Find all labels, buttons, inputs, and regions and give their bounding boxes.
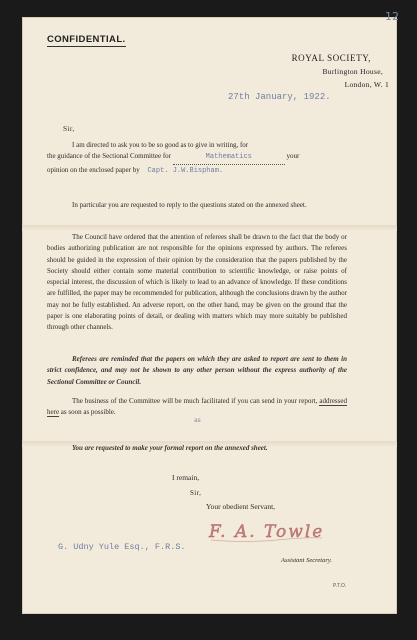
salutation: Sir, (63, 124, 75, 133)
business-text-post: as soon as possible. (60, 408, 116, 417)
recipient-name: G. Udny Yule Esq., F.R.S. (58, 542, 186, 552)
pto-note: P.T.O. (333, 583, 347, 589)
paragraph-formal-report: You are requested to make your formal report on the annexed sheet. (72, 444, 268, 452)
signer-title: Assistant Secretary. (281, 557, 333, 564)
paragraph-business (47, 396, 347, 419)
closing-servant: Your obedient Servant, (206, 502, 276, 511)
address-line-3: London, W. 1 (344, 80, 389, 89)
paragraph-council: The Council have ordered that the attention of referees shall be drawn to the fact that the body or bodies authorizing publication are not responsible for the opinions expressed by authors. The referees should be guided in the expression of their opinion by the consideration that the papers published by the Society should either contain some material contribution to scientific knowledge, or raise points of especial interest, the discussion of which is likely to lead to an advance of knowledge. If these conditions are fulfilled, the paper may be recommended for publication, although the conclusions drawn by the author may not be fully established. An adverse report, on the other hand, may be given on the ground that the paper is one elaborating points of detail, or dealing with matters which may more suitably be published through other channels. (47, 233, 347, 332)
pencil-page-number: 12 (385, 10, 399, 23)
request-line-3-pre: opinion on the enclosed paper by (47, 165, 140, 174)
request-line-2-post: your (286, 152, 300, 161)
handwritten-insertion: as (194, 417, 201, 424)
fold-crease (22, 225, 397, 231)
request-line-2-pre: the guidance of the Sectional Committee for (47, 152, 172, 161)
request-line-3 (47, 165, 347, 177)
letterhead-address (292, 52, 389, 91)
author-field: Capt. J.W.Bispham. (147, 166, 224, 175)
closing-sir: Sir, (190, 489, 202, 497)
paragraph-questions: In particular you are requested to reply to the questions stated on the annexed sheet. (72, 201, 307, 209)
handwritten-signature (207, 516, 327, 546)
closing-remain: I remain, (172, 473, 200, 482)
address-line-2: Burlington House, (322, 67, 383, 76)
addressed-here-underlined: addressed here (47, 397, 347, 417)
paragraph-confidence: Referees are reminded that the papers on which they are asked to report are sent to them in strict confidence, and may not be shown to any other person without the express authority of the Sectional Committee or Council. (47, 355, 347, 386)
subject-field: Mathematics (173, 152, 285, 164)
address-line-1: ROYAL SOCIETY, (291, 53, 371, 63)
confidential-heading: CONFIDENTIAL. (47, 34, 126, 45)
request-line-2 (47, 151, 347, 164)
signature-text: F. A. Towle (209, 522, 325, 542)
business-text-pre: The business of the Committee will be much facilitated if you can send in your report, (72, 397, 318, 405)
letter-date: 27th January, 1922. (228, 92, 331, 102)
request-line-1: I am directed to ask you to be so good as to give in writing, for (72, 141, 249, 149)
paragraph-request (47, 140, 347, 177)
